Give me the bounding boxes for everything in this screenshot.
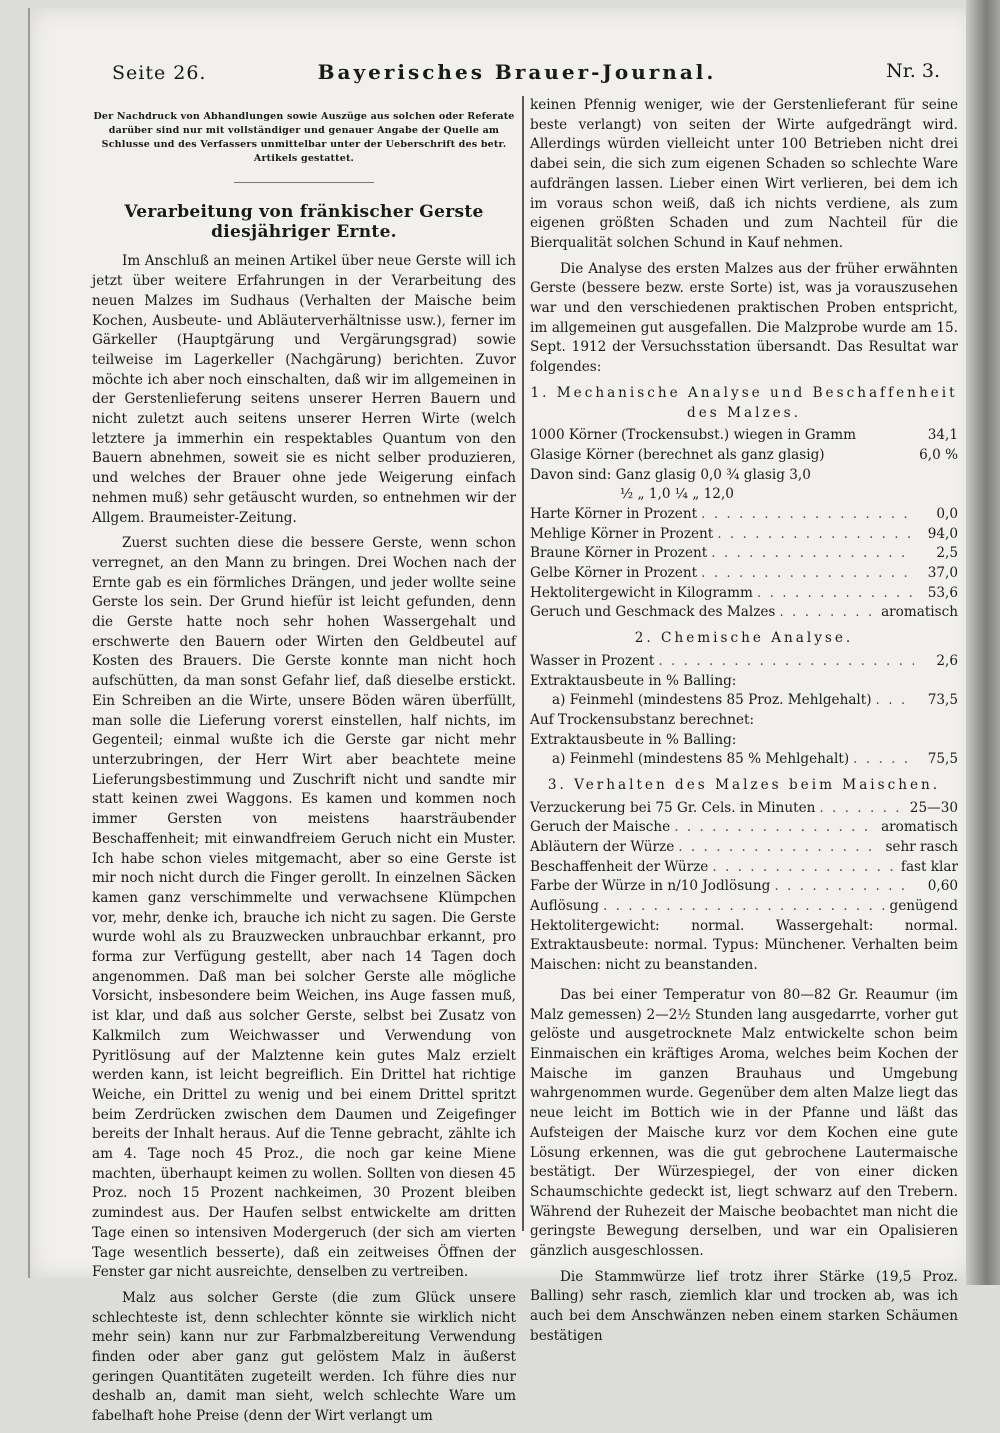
row-value: 6,0 % (919, 446, 958, 463)
row-label: Extraktausbeute in % Balling: (530, 731, 737, 748)
row-label: Glasige Körner (berechnet als ganz glasig) (530, 446, 825, 463)
row-label: a) Feinmehl (mindestens 85 % Mehlgehalt) (552, 751, 850, 768)
row-value: 94,0 (927, 525, 958, 542)
analysis-row (530, 466, 958, 486)
section-heading: 2. Chemische Analyse. (634, 630, 854, 647)
right-column (530, 96, 958, 1353)
row-value: 53,6 (927, 584, 958, 601)
row-label: Geruch und Geschmack des Malzes (530, 604, 776, 621)
row-value: aromatisch (881, 819, 958, 836)
row-label: 1000 Körner (Trockensubst.) wiegen in Gramm (530, 427, 857, 444)
analysis-row (530, 603, 958, 623)
paragraph: Die Analyse des ersten Malzes aus der früher erwähnten Gerste (bessere bezw. erste Sorte) ist, was ja vorauszusehen war und den verschiedenen praktischen Proben entspricht, im allgemeinen gut ausgefallen. Die Malzprobe wurde am 15. Sept. 1912 der Versuchsstation übersandt. Das Resultat war folgendes: (530, 260, 958, 376)
page-number: Seite 26. (112, 62, 207, 84)
row-value: fast klar (900, 858, 958, 875)
analysis-row (530, 426, 958, 446)
column-divider (522, 96, 524, 1231)
row-label: Wasser in Prozent (530, 652, 655, 669)
analysis-row (530, 838, 958, 858)
row-value: 25—30 (909, 799, 958, 816)
analysis-row (530, 672, 958, 692)
left-column (92, 96, 516, 1433)
issue-number: Nr. 3. (886, 60, 940, 82)
article-title: Verarbeitung von fränkischer Gerste diesjähriger Ernte. (124, 202, 484, 242)
analysis-row (530, 731, 958, 751)
analysis-row (530, 544, 958, 564)
row-label: Gelbe Körner in Prozent (530, 565, 698, 582)
row-value: 2,5 (936, 545, 958, 562)
paragraph: Hektolitergewicht: normal. Wassergehalt: normal. Extraktausbeute: normal. Typus: Münchener. Verhalten beim Maischen: nicht zu beanstanden. (530, 917, 958, 974)
row-value: 2,6 (936, 652, 958, 669)
analysis-row (530, 584, 958, 604)
row-value: sehr rasch (885, 839, 958, 856)
paragraph: Malz aus solcher Gerste (die zum Glück unsere schlechteste ist, denn schlechter könnte sie wirklich nicht mehr sein) kann nur zur Farbmalzbereitung Verwendung finden oder aber ganz gut gelöstem Malz in äußerst geringen Quantitäten zugeteilt werden. Ich führe dies nur deshalb an, damit man sieht, welch schlechte Ware um fabelhaft hohe Preise (denn der Wirt verlangt um (92, 1289, 516, 1425)
row-label: Hektolitergewicht in Kilogramm (530, 584, 753, 601)
paragraph: Zuerst suchten diese die bessere Gerste, wenn schon verregnet, an den Mann zu bringen. Drei Wochen nach der Ernte gab es ein förmliches Drängen, und jeder wollte seine Gerste los sein. Der Grund hiefür ist leicht gefunden, denn die Gerste hatte noch sehr hohen Wassergehalt und erschwerte den Bauern oder Wirten den Geldbeutel auf Kosten des Brauers. Die Gerste konnte man nicht hoch aufschütten, da man sonst Gefahr lief, daß dieselbe erstickt. Ein Schreiben an die Wirte, unsere Böden wären überfüllt, man solle die Lieferung vorerst einstellen, half nichts, im Gegenteil; einmal wußte ich die Gerste gar nicht mehr unterzubringen, der Herr Wirt aber beachtete meine Lieferungsbestimmung und Zuschrift nicht und sandte mir statt keinen zwei Waggons. Es kamen und kommen noch immer Gersten von meistens haarsträubender Beschaffenheit; mit einwandfreiem Geruch nicht ein Muster. Ich habe schon vieles mitgemacht, aber so eine Gerste ist mir noch nicht durch die Finger gerollt. In einzelnen Säcken kamen ganz verschimmelte und verwachsene Klümpchen vor, mehr, denke ich, brauche ich nicht zu sagen. Die Gerste wurde wohl als zu Brauzwecken unbrauchbar erkannt, pro forma zur Verfügung gestellt, aber nach 14 Tagen doch angenommen. Daß man bei solcher Gerste alle mögliche Vorsicht, insbesondere beim Weichen, ins Auge fassen muß, ist klar, und daß aus solcher Gerste, selbst bei Zusatz von Kalkmilch zum Weichwasser und Verwendung von Pyritlösung auf der Malztenne kein gutes Malz erzielt werden kann, ist leicht begreiflich. Ein Drittel hat richtige Weiche, ein Drittel zu wenig und bei einem Drittel spritzt beim Zerdrücken zwischen dem Daumen und Zeigefinger bereits der Inhalt heraus. Auf die Tenne gebracht, zählte ich am 4. Tage noch 45 Proz., die noch gar keine Miene machten, überhaupt keimen zu wollen. Sollten von diesen 45 Proz. noch 15 Prozent nachkeimen, 30 Prozent bleiben zumindest aus. Der Haufen selbst entwickelte am dritten Tage einen so intensiven Modergeruch (der sich am vierten Tage wesentlich besserte), daß ein zeitweises Öffnen der Fenster gar nicht ausreichte, denselben zu vertreiben. (92, 535, 516, 1281)
analysis-row (530, 505, 958, 525)
analysis-row (530, 858, 958, 878)
row-value: 34,1 (927, 427, 958, 444)
section-heading: 1. Mechanische Analyse und Beschaffenheit des Malzes. (530, 384, 958, 421)
page-header (86, 60, 948, 90)
analysis-row (530, 525, 958, 545)
row-label: Mehlige Körner in Prozent (530, 525, 714, 542)
row-label: Abläutern der Würze (530, 839, 675, 856)
row-label: Auflösung (530, 898, 600, 915)
paragraph: keinen Pfennig weniger, wie der Gerstenlieferant für seine beste verlangt) von seiten der Wirte aufgedrängt wird. Allerdings würden vielleicht unter 100 Betrieben nicht drei dabei sein, die sich zum eigenen Schaden so schlechte Ware aufdrängen lassen. Lieber einen Wirt verlieren, bei dem ich im voraus schon weiß, daß ich nichts verdiene, als zum eigenen größten Schaden und zum Nachteil für die Bierqualität solchen Schund in Kauf nehmen. (530, 97, 958, 251)
analysis-row (530, 711, 958, 731)
analysis-row (530, 691, 958, 711)
paragraph: Das bei einer Temperatur von 80—82 Gr. Reaumur (im Malz gemessen) 2—2½ Stunden lang ausgedarrte, vorher gut gelöste und ausgetrocknete Malz entwickelte schon beim Einmaischen ein kräftiges Aroma, welches beim Kochen der Maische im ganzen Brauhaus und Umgebung wahrgenommen wurde. Gegenüber dem alten Malze liegt das neue leicht im Bottich wie in der Pfanne und läßt das Aufsteigen der Maische kurz vor dem Kochen eine gute Lösung erkennen, was die gut gebrochene Lautermaische bestätigt. Der Würzespiegel, der von einer dicken Schaumschichte gedeckt ist, liegt schwarz auf den Trebern. Während der Ruhezeit der Maische beobachtet man nicht die geringste Bewegung derselben, und war ein Opalisieren gänzlich ausgeschlossen. (530, 986, 958, 1260)
journal-title: Bayerisches Brauer-Journal. (317, 60, 717, 84)
row-label: Extraktausbeute in % Balling: (530, 672, 737, 689)
row-label: Braune Körner in Prozent (530, 545, 708, 562)
analysis-row (530, 652, 958, 672)
row-label: Auf Trockensubstanz berechnet: (530, 711, 755, 728)
row-value: 73,5 (927, 692, 958, 709)
row-label: Farbe der Würze in n/10 Jodlösung (530, 878, 771, 895)
notice-rule (234, 182, 374, 183)
row-label: Davon sind: Ganz glasig 0,0 ¾ glasig 3,0 (530, 466, 811, 483)
reprint-notice: Der Nachdruck von Abhandlungen sowie Auszüge aus solchen oder Referate darüber sind nur mit vollständiger und genauer Angabe der Quelle am Schlusse und des Verfassers unmittelbar unter der Ueberschrift des betr. Artikels gestattet. (93, 111, 515, 164)
paragraph: Die Stammwürze lief trotz ihrer Stärke (19,5 Proz. Balling) sehr rasch, ziemlich klar und trocken ab, was ich auch bei dem Anschwänzen neben einem starken Schäumen bestätigen (530, 1268, 958, 1344)
section-heading: 3. Verhalten des Malzes beim Maischen. (547, 776, 941, 793)
row-label: Geruch der Maische (530, 819, 671, 836)
row-label: Beschaffenheit der Würze (530, 858, 709, 875)
analysis-row (530, 446, 958, 466)
row-label: Harte Körner in Prozent (530, 506, 698, 522)
row-value: 0,60 (927, 878, 958, 895)
analysis-row (530, 799, 958, 819)
analysis-row (530, 897, 958, 917)
row-value: 75,5 (927, 751, 958, 768)
analysis-row (530, 750, 958, 770)
row-label: a) Feinmehl (mindestens 85 Proz. Mehlgehalt) (552, 692, 872, 709)
row-label: Verzuckerung bei 75 Gr. Cels. in Minuten (530, 799, 816, 816)
analysis-row (530, 564, 958, 584)
row-value: genügend (889, 898, 958, 915)
page-edge-shadow (966, 0, 1000, 1285)
row-value: 37,0 (927, 565, 958, 582)
analysis-row (530, 818, 958, 838)
row-value: aromatisch (881, 604, 958, 621)
paragraph: Im Anschluß an meinen Artikel über neue Gerste will ich jetzt über weitere Erfahrungen in der Verarbeitung des neuen Malzes im Sudhaus (Verhalten der Maische beim Kochen, Ausbeute- und Abläuterverhältnisse usw.), ferner im Gärkeller (Hauptgärung und Vergärungsgrad) sowie teilweise im Lagerkeller (Nachgärung) berichten. Zuvor möchte ich aber noch einschalten, daß wir im allgemeinen in der Gerstenlieferung seitens unserer Herren Bauern und nicht zuletzt auch seitens unserer Herren Wirte (welch letztere ja immerhin ein respektables Quantum von den Bauern abnehmen, soweit sie es nicht selber produzieren, und welches der Brauer ohne jede Weigerung einfach nehmen muß) sehr getäuscht wurden, so entnehmen wir der Allgem. Braumeister-Zeitung. (92, 253, 516, 526)
row-value: 0,0 (936, 506, 958, 522)
row-label: ½ „ 1,0 ¼ „ 12,0 (620, 486, 734, 503)
analysis-row (530, 877, 958, 897)
analysis-row (530, 485, 958, 505)
